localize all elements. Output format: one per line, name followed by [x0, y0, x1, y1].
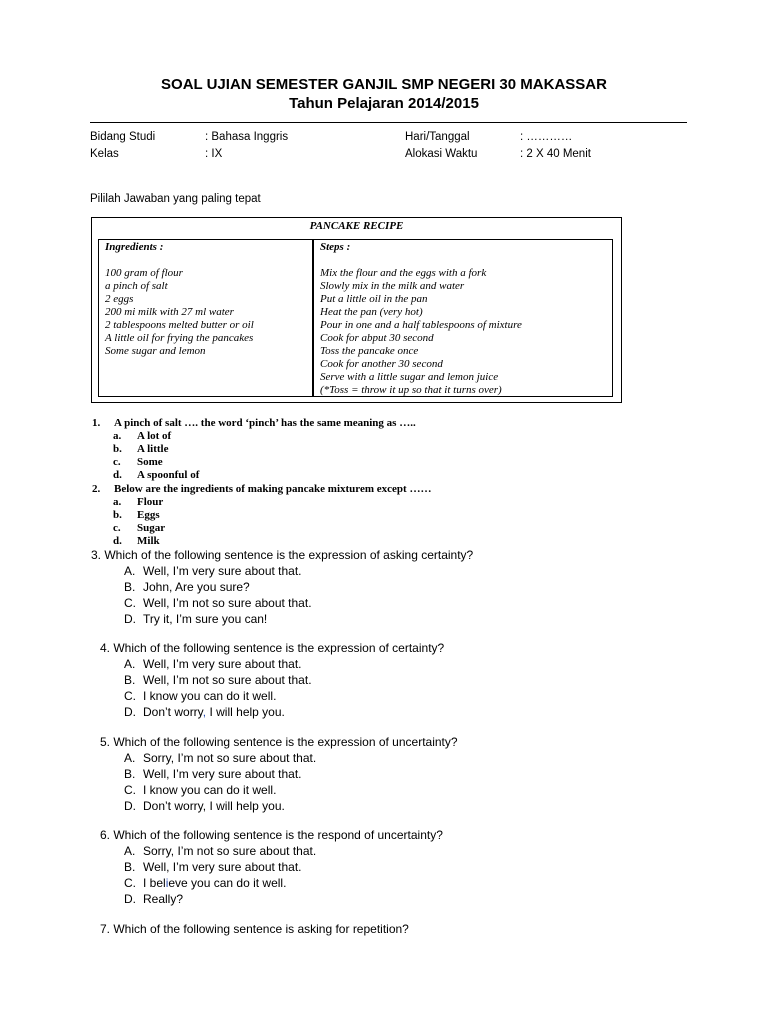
question-number: 1.: [92, 417, 101, 429]
step-item: Cook for abput 30 second: [320, 332, 434, 344]
option-5c: C. I know you can do it well.: [124, 783, 277, 797]
question-4: [100, 641, 444, 656]
ingredient-item: 2 tablespoons melted butter or oil: [105, 319, 254, 331]
question-number: 6.: [100, 828, 111, 842]
option-6c: C. I believe you can do it well.: [124, 876, 287, 890]
question-text: Which of the following sentence is asking for repetition?: [113, 922, 409, 936]
question-text: Which of the following sentence is the respond of uncertainty?: [113, 828, 443, 842]
ingredient-item: A little oil for frying the pancakes: [105, 332, 254, 344]
option-1d: d. A spoonful of: [113, 469, 200, 481]
option-6a: A. Sorry, I’m not so sure about that.: [124, 844, 317, 858]
question-7: [100, 922, 409, 937]
edit-mark: ,: [202, 705, 207, 719]
question-number: 2.: [92, 483, 101, 495]
class-value: : IX: [205, 148, 223, 160]
academic-year: Tahun Pelajaran 2014/2015: [289, 95, 479, 112]
day-label: Hari/Tanggal: [405, 131, 470, 143]
step-item: Pour in one and a half tablespoons of mixture: [320, 319, 522, 331]
option-1b: b. A little: [113, 443, 169, 455]
option-3d: D. Try it, I’m sure you can!: [124, 612, 268, 626]
class-label: Kelas: [90, 148, 119, 160]
option-2d: d. Milk: [113, 535, 160, 547]
option-1a: a. A lot of: [113, 430, 172, 442]
instruction: Pililah Jawaban yang paling tepat: [90, 193, 261, 205]
question-text: Below are the ingredients of making pancake mixturem except ……: [114, 483, 432, 495]
option-2a: a. Flour: [113, 496, 164, 508]
subject-value: : Bahasa Inggris: [205, 131, 289, 143]
option-3a: A. Well, I’m very sure about that.: [124, 564, 302, 578]
option-5b: B. Well, I’m very sure about that.: [124, 767, 302, 781]
option-5a: A. Sorry, I’m not so sure about that.: [124, 751, 317, 765]
option-4b: B. Well, I’m not so sure about that.: [124, 673, 312, 687]
question-text: Which of the following sentence is the expression of certainty?: [113, 641, 445, 655]
recipe-title: PANCAKE RECIPE: [309, 220, 404, 232]
option-3c: C. Well, I’m not so sure about that.: [124, 596, 312, 610]
option-5d: D. Don’t worry, I will help you.: [124, 799, 285, 813]
question-number: 3.: [91, 548, 102, 562]
question-number: 7.: [100, 922, 111, 936]
day-value: : …………: [520, 131, 573, 143]
question-3: [91, 548, 473, 563]
option-4a: A. Well, I’m very sure about that.: [124, 657, 302, 671]
ingredients-header: Ingredients :: [105, 241, 164, 253]
step-item: (*Toss = throw it up so that it turns over): [320, 384, 502, 396]
steps-column: [313, 239, 613, 397]
subject-label: Bidang Studi: [90, 131, 156, 143]
option-4c: C. I know you can do it well.: [124, 689, 277, 703]
step-item: Slowly mix in the milk and water: [320, 280, 465, 292]
option-6d: D. Really?: [124, 892, 184, 906]
step-item: Heat the pan (very hot): [320, 306, 423, 318]
ingredient-item: 200 mi milk with 27 ml water: [105, 306, 234, 318]
option-4d: D. Don’t worry, I will help you.: [124, 705, 285, 719]
time-value: : 2 X 40 Menit: [520, 148, 591, 160]
question-text: A pinch of salt …. the word ‘pinch’ has the same meaning as …..: [114, 417, 416, 429]
question-6: [100, 828, 443, 843]
option-2c: c. Sugar: [113, 522, 166, 534]
ingredient-item: 100 gram of flour: [105, 267, 183, 279]
ingredients-column: [98, 239, 313, 397]
ingredient-item: Some sugar and lemon: [105, 345, 206, 357]
step-item: Cook for another 30 second: [320, 358, 443, 370]
option-6b: B. Well, I’m very sure about that.: [124, 860, 302, 874]
header-divider: [90, 122, 687, 123]
recipe-box: [91, 217, 622, 403]
option-3b: B. John, Are you sure?: [124, 580, 250, 594]
option-1c: c. Some: [113, 456, 163, 468]
step-item: Put a little oil in the pan: [320, 293, 428, 305]
question-number: 4.: [100, 641, 111, 655]
question-5: [100, 735, 458, 750]
time-label: Alokasi Waktu: [405, 148, 478, 160]
step-item: Toss the pancake once: [320, 345, 419, 357]
edit-mark: i: [165, 876, 169, 890]
question-text: Which of the following sentence is the expression of uncertainty?: [113, 735, 458, 749]
ingredient-item: a pinch of salt: [105, 280, 168, 292]
question-text: Which of the following sentence is the expression of asking certainty?: [104, 548, 474, 562]
step-item: Mix the flour and the eggs with a fork: [320, 267, 487, 279]
exam-title: SOAL UJIAN SEMESTER GANJIL SMP NEGERI 30 MAKASSAR: [161, 76, 607, 93]
ingredient-item: 2 eggs: [105, 293, 134, 305]
question-number: 5.: [100, 735, 111, 749]
step-item: Serve with a little sugar and lemon juice: [320, 371, 499, 383]
option-2b: b. Eggs: [113, 509, 160, 521]
steps-header: Steps :: [320, 241, 351, 253]
